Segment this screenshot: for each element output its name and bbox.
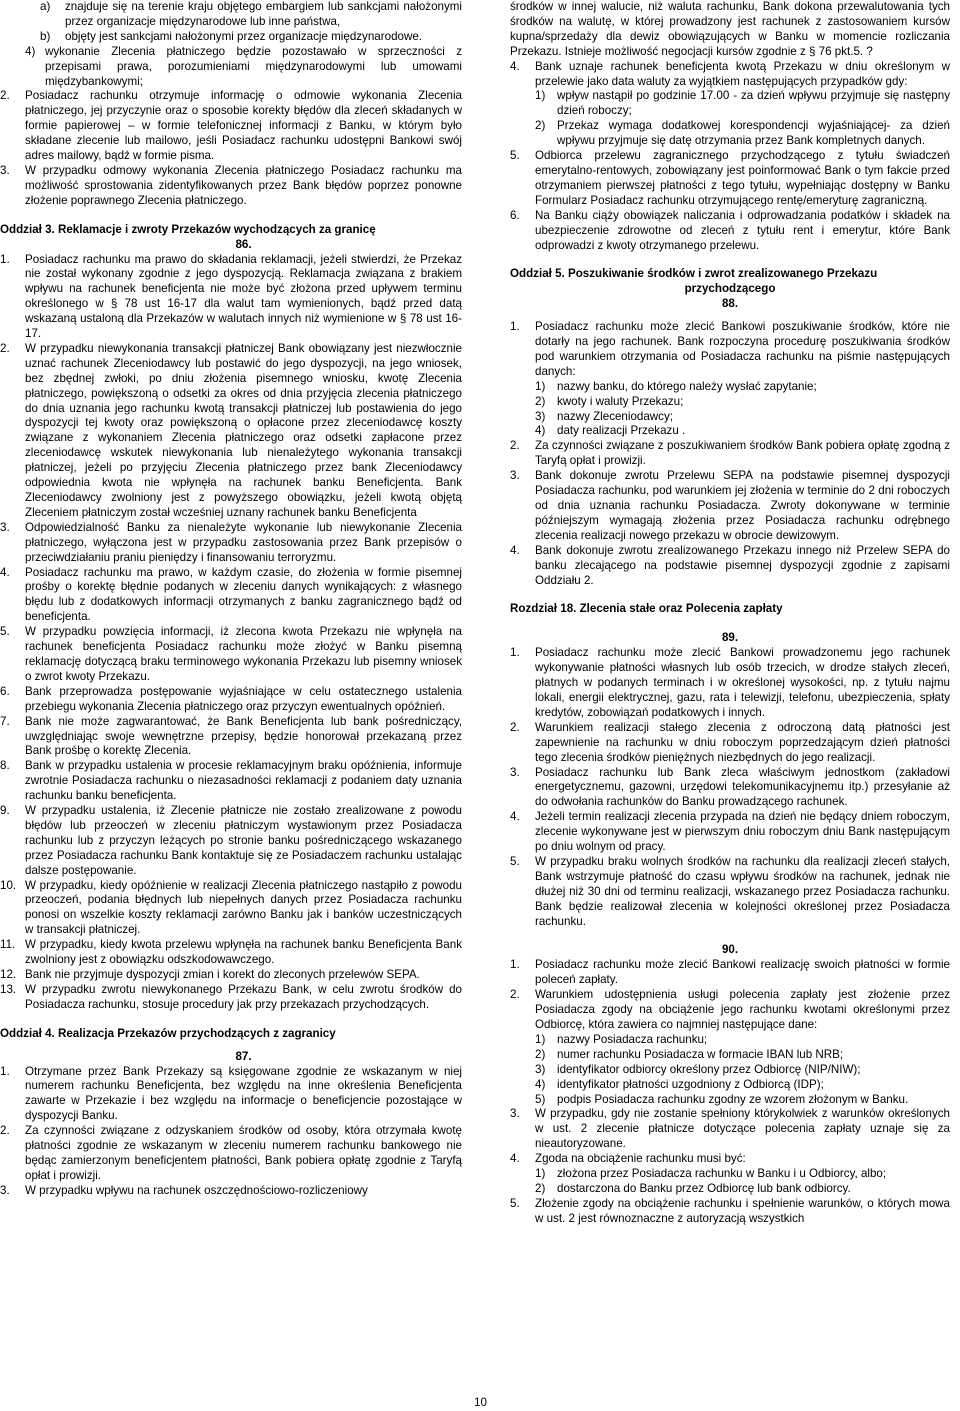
list-item: [0, 342, 462, 521]
spacer: [510, 312, 950, 320]
item-text: Posiadacz rachunku może zlecić Bankowi poszukiwanie środków, które nie dotarły na jego rachunek. Bank rozpoczyna procedurę poszukiwania środków pod warunkiem otrzymania od Posiadacza rachunku na piśmie następujących danych:: [535, 320, 950, 378]
item-number: 4.: [510, 59, 520, 73]
item-number: 2): [535, 1047, 546, 1061]
spacer: [510, 253, 950, 267]
s90-2-sublist: [535, 1033, 950, 1108]
item-number: 5.: [510, 149, 520, 163]
list-item: [510, 469, 950, 544]
page-number: 10: [474, 1396, 487, 1409]
item-text: daty realizacji Przekazu .: [557, 424, 686, 438]
item-text: W przypadku niewykonania transakcji płatniczej Bank obowiązany jest niezwłocznie uznać rachunek Zleceniodawcy lub postawić do jego dyspozycji, na jego wniosek, bez zbędnej zwłoki, po dniu złożenia pisemnego wniosku, kwotę Zlecenia płatniczego, powiększoną o odsetki za okres od dnia przyjęcia zlecenia płatniczego do dnia uznania jego rachunku kwotą transakcji płatniczej lub postawienia do jego dyspozycji tej kwoty oraz powiększoną o opłacone przez zleceniodawcę koszty związane z wykonaniem Zlecenia płatniczego oraz odsetki zapłacone przez zleceniodawcę wskutek niewykonania lub nienależytego wykonania transakcji płatniczej, jeżeli po przyjęciu Zlecenia płatniczego przez bank Zleceniodawcy odpowiednia kwota nie wpłynęła na rachunek banku Beneficjenta. Bank Zleceniodawcy zwolniony jest z powyższego obowiązku, jeżeli kwotą objętą Zleceniem płatniczym został wcześniej uznany rachunek banku Beneficjenta: [25, 341, 462, 519]
list-item: [0, 521, 462, 566]
list-item: [0, 715, 462, 760]
item-number: 4.: [510, 810, 520, 824]
item-text: Odpowiedzialność Banku za nienależyte wykonanie lub niewykonanie Zlecenia płatniczego, wyłączona jest w przypadku zastosowania przez Bank przepisów o przeciwdziałaniu praniu pieniędzy i finansowaniu terroryzmu.: [25, 520, 462, 564]
item-text: Na Banku ciąży obowiązek naliczania i odprowadzania podatków i składek na ubezpieczenie zdrowotne od zleceń z tytułu rent i emerytur, które Bank odprowadzi z kwoty otrzymanego przelewu.: [535, 208, 950, 252]
paragraph-number: 87.: [235, 1049, 252, 1063]
item-text: Bank nie może zagwarantować, że Bank Beneficjenta lub bank pośredniczący, uwzględniając swoje wewnętrzne przepisy, będzie honorował przekazaną przez Bank prośbę o korektę Zlecenia.: [25, 714, 462, 758]
item-number: 12.: [0, 968, 17, 981]
item-number: 5.: [510, 1196, 520, 1210]
list-item: [510, 209, 950, 254]
item-text: W przypadku ustalenia, iż Zlecenie płatnicze nie zostało zrealizowane z powodu błędów lub przeoczeń w zleceniu płatniczym wystawionym przez Posiadacza rachunku lub z przyczyn leżących po stronie banku pośredniczącego wskazanego przez Posiadacza rachunku Bank kontaktuje się ze Posiadaczem rachunku ustalając dalsze postępowanie.: [25, 804, 462, 877]
item-number: 1.: [510, 646, 520, 660]
list-item: [510, 1197, 950, 1227]
item-number: 1.: [510, 958, 520, 972]
item-number: 4): [535, 1077, 546, 1091]
item-text: Posiadacz rachunku ma prawo, w każdym czasie, do złożenia w formie pisemnej prośby o korektę błędnie podanych w zleceniu danych wynikających: z własnego błędu lub z dodatkowych informacji otrzymanych z banku zagranicznego bądź od beneficjenta.: [25, 565, 462, 624]
item-text: Zgoda na obciążenie rachunku musi być:: [535, 1152, 746, 1166]
item-number: 4.: [510, 1152, 520, 1166]
section-heading: Oddział 5. Poszukiwanie środków i zwrot zrealizowanego Przekazu: [510, 267, 878, 281]
item-number: 3.: [0, 163, 10, 177]
item-text: dostarczona do Banku przez Odbiorcę lub bank odbiorcy.: [557, 1181, 851, 1195]
section-heading: Oddział 3. Reklamacje i zwroty Przekazów wychodzących za granicę: [0, 222, 376, 236]
item-text: Bank dokonuje zwrotu zrealizowanego Przekazu innego niż Przelew SEPA do banku zlecającego na podstawie pisemnej dyspozycji zgodnie z zapisami Oddziału 2.: [535, 543, 950, 587]
item-text: Posiadacz rachunku lub Bank zleca właściwym jednostkom (zakładowi energetycznemu, gazowni, urzędowi telekomunikacyjnemu itp.) przesyłanie aż do odwołania rachunków do Banku prowadzącego rachunek.: [535, 765, 950, 809]
item-number: 2.: [510, 439, 520, 453]
item-text: identyfikator odbiorcy określony przez Odbiorcę (NIP/NIW);: [557, 1062, 861, 1076]
list-item: [0, 685, 462, 715]
list-item: [535, 1063, 950, 1078]
item-text: wykonanie Zlecenia płatniczego będzie pozostawało w sprzeczności z przepisami prawa, porozumieniami międzynarodowymi lub umowami międzybankowymi;: [45, 44, 462, 88]
item-text: Przekaz wymaga dodatkowej korespondencji wyjaśniającej- za dzień wpływu przyjmuje się datę otrzymania przez Bank kompletnych danych.: [557, 119, 950, 148]
item-text: W przypadku braku wolnych środków na rachunku dla realizacji zleceń stałych, Bank wstrzymuje płatność do czasu wpływu środków na rachunek, jednak nie dłużej niż 30 dni od terminu realizacji, wskazanego przez Posiadacza rachunku. Bank będzie realizował zlecenia w kolejności określonej przez Posiadacza rachunku.: [535, 854, 950, 928]
item-text: znajduje się na terenie kraju objętego embargiem lub sankcjami nałożonymi przez organizacje międzynarodowe lub inne państwa,: [65, 0, 462, 28]
item-text: W przypadku powzięcia informacji, iż zlecona kwota Przekazu nie wpłynęła na rachunek beneficjenta Posiadacz rachunku może złożyć w Banku pisemną reklamację dotyczącą braku terminowego wykonania Przekazu lub pisemny wniosek o zwrot kwoty Przekazu.: [25, 625, 462, 683]
item-text: złożona przez Posiadacza rachunku w Banku i u Odbiorcy, albo;: [557, 1167, 887, 1181]
list-item: [510, 544, 950, 589]
section-4-list: [0, 1065, 462, 1199]
item-number: 6.: [0, 684, 10, 698]
spacer: [510, 588, 950, 602]
item-number: 2): [535, 1181, 546, 1195]
item-text: identyfikator płatności uzgodniony z Odbiorcą (IDP);: [557, 1077, 824, 1091]
list-item: [535, 89, 950, 119]
item-text: Posiadacz rachunku może zlecić Bankowi realizację swoich płatności w formie poleceń zapłaty.: [535, 958, 950, 987]
list-item: [0, 1184, 462, 1199]
sub-item-a: [40, 0, 462, 30]
sub-item-4: [25, 45, 462, 90]
list-item: [510, 646, 950, 721]
section-3-list: [0, 253, 462, 1013]
item-number: 2): [535, 394, 546, 408]
item-text: W przypadku, kiedy opóźnienie w realizacji Zlecenia płatniczego nastąpiło z powodu przeoczeń, podania błędnych lub niepełnych danych przez Posiadacza rachunku ponosi on wszelkie koszty reklamacji zarówno Banku jak i banków uczestniczących w transakcji płatniczej.: [25, 878, 462, 937]
item-number: 3.: [510, 1107, 520, 1121]
item-number: a): [40, 0, 51, 13]
item-number: 1): [535, 1167, 546, 1181]
list-item: [535, 1048, 950, 1063]
item-number: b): [40, 29, 51, 43]
spacer: [25, 209, 462, 223]
section-heading: Oddział 4. Realizacja Przekazów przychodzących z zagranicy: [0, 1026, 336, 1040]
item-text: nazwy Zleceniodawcy;: [557, 409, 673, 423]
item-number: 2.: [510, 720, 520, 734]
item-text: Bank dokonuje zwrotu Przelewu SEPA na podstawie pisemnej dyspozycji Posiadacza rachunku, pod warunkiem jej złożenia w terminie do 2 dni roboczych od dnia uznania rachunku Posiadacza. Zwroty dokonywane w terminie późniejszym wymagają złożenia przez Posiadacza rachunku odrębnego zlecenia realizacji nowego przekazu w obrocie dewizowym.: [535, 469, 950, 542]
left-column: [0, 0, 462, 1199]
list-item: [0, 89, 462, 164]
item-number: 4.: [0, 565, 10, 579]
spacer: [510, 929, 950, 943]
list-item: [535, 1078, 950, 1093]
paragraph-number: 90.: [721, 943, 739, 957]
list-item: [0, 1065, 462, 1125]
item-number: 3.: [0, 1183, 10, 1197]
item-number: 13.: [0, 982, 17, 996]
paragraph-number: 89.: [721, 631, 739, 645]
item-text: Bank uznaje rachunek beneficjenta kwotą Przekazu w dniu określonym w przelewie jako data waluty za wyjątkiem następujących przypadków gdy:: [535, 59, 950, 88]
item-text: W przypadku, kiedy kwota przelewu wpłynęła na rachunek banku Beneficjenta Bank zwolniony jest z obowiązku odszkodowawczego.: [25, 938, 462, 967]
item-number: 2.: [510, 988, 520, 1002]
item-text: Warunkiem udostępnienia usługi polecenia zapłaty jest złożenie przez Posiadacza zgody na obciążenie jego rachunku kwotami określonymi przez Odbiorcę, która zawiera co najmniej następujące dane:: [535, 988, 950, 1031]
list-item: [0, 804, 462, 879]
item-number: 1): [535, 379, 546, 393]
item-number: 3.: [510, 765, 520, 779]
list-item: [510, 766, 950, 811]
s90-4-sublist: [535, 1167, 950, 1197]
item-text: Jeżeli termin realizacji zlecenia przypada na dzień nie będący dniem roboczym, zlecenie wykonywane jest w pierwszym dniu roboczym dniu Bank następującym po dniu wolnym od pracy.: [535, 810, 950, 854]
spacer: [25, 1042, 462, 1050]
item-number: 2.: [0, 341, 10, 355]
list-item: [510, 855, 950, 930]
item-text: W przypadku, gdy nie zostanie spełniony którykolwiek z warunków określonych w ust. 2 zlecenie płatnicze dotyczące polecenia zapłaty uznaje się za nieautoryzowane.: [535, 1107, 950, 1151]
item-text: W przypadku wpływu na rachunek oszczędnościowo-rozliczeniowy: [25, 1183, 368, 1197]
item-number: 2.: [0, 89, 10, 103]
item-number: 1.: [0, 252, 10, 266]
list-item: [40, 0, 462, 45]
item-number: 6.: [510, 208, 520, 222]
chapter-heading: Rozdział 18. Zlecenia stałe oraz Polecenia zapłaty: [510, 602, 783, 616]
list-item: [0, 983, 462, 1013]
item-text: podpis Posiadacza rachunku zgodny ze wzorem złożonym w Banku.: [557, 1092, 909, 1106]
list-item: [510, 988, 950, 1033]
list-item: [510, 1152, 950, 1167]
item-text: Bank w przypadku ustalenia w procesie reklamacyjnym braku opóźnienia, informuje zwrotnie Posiadacza rachunku o niezasadności reklamacji z podaniem daty uznania rachunku banku beneficjenta.: [25, 759, 462, 803]
item-text: Bank przeprowadza postępowanie wyjaśniające w celu ostatecznego ustalenia przebiegu wykonania Zlecenia płatniczego oraz przyczyn ewentualnych opóźnień.: [25, 684, 462, 713]
item-text: W przypadku zwrotu niewykonanego Przekazu Bank, w celu zwrotu środków do Posiadacza rachunku, stosuje procedury jak przy przekazach przychodzących.: [25, 982, 462, 1011]
item-number: 3.: [510, 469, 520, 483]
item-text: objęty jest sankcjami nałożonymi przez organizacje międzynarodowe.: [65, 29, 423, 43]
item-number: 1): [535, 89, 546, 103]
item-text: Posiadacz rachunku może zlecić Bankowi prowadzonemu jego rachunek wykonywanie płatności własnych lub osób trzecich, w drodze stałych zleceń, płatnych w podanych terminach i w określonej wysokości, np. z tytułu najmu lokali, energii elektrycznej, gazu, rata i telewizji, telefonu, ubezpieczenia, spłaty kredytów, zobowiązań podatkowych i innych.: [535, 646, 950, 719]
item-text: Za czynności związane z poszukiwaniem środków Bank pobiera opłatę zgodną z Taryfą opłat i prowizji.: [535, 439, 950, 468]
item-number: 5.: [0, 625, 10, 639]
item-text: kwoty i waluty Przekazu;: [557, 394, 684, 408]
list-item: [0, 759, 462, 804]
spacer: [25, 1013, 462, 1027]
item-text: W przypadku odmowy wykonania Zlecenia płatniczego Posiadacz rachunku ma możliwość sprostowania zidentyfikowanych przez Bank błędów poprzez ponowne złożenie poprawnego Zlecenia płatniczego.: [25, 163, 462, 207]
item-text: Posiadacz rachunku ma prawo do składania reklamacji, jeżeli stwierdzi, że Przekaz nie został wykonany zgodnie z jego dyspozycją. Reklamacja związana z brakiem wpływu na rachunek beneficjenta nie może być złożona przed upływem terminu określonego w § 78 ust 16-17 dla walut tam wymienionych, bądź przed datą wskazaną ustaloną dla Przekazów w walutach innych niż wymienione w § 78 ust 16-17.: [25, 252, 462, 341]
item-number: 1.: [510, 320, 520, 334]
spacer: [510, 617, 950, 631]
item-number: 7.: [0, 714, 10, 728]
list-item: [0, 253, 462, 342]
list-item: [535, 395, 950, 410]
paragraph-number: 88.: [721, 297, 739, 311]
item-number: 3.: [0, 520, 10, 534]
item-text: nazwy Posiadacza rachunku;: [557, 1032, 708, 1046]
item-number: 5): [535, 1092, 546, 1106]
list-item: [0, 938, 462, 968]
list-item: [510, 60, 950, 90]
list-item: [535, 1093, 950, 1108]
item-number: 4): [25, 44, 36, 58]
list-item: [510, 721, 950, 766]
section-heading-cont: przychodzącego: [684, 282, 776, 296]
p4-sublist: [535, 89, 950, 149]
list-item: [0, 164, 462, 209]
right-column: [510, 0, 950, 1227]
s89-list: [510, 646, 950, 929]
item-text: Otrzymane przez Bank Przekazy są księgowane zgodnie ze wskazanym w niej numerem rachunku Beneficjenta, bez względu na inne określenia Beneficjenta zawarte w Przekazie i bez względu na informacje o beneficjencie pozostające w dyspozycji Banku.: [25, 1064, 462, 1123]
item-number: 10.: [0, 878, 17, 892]
list-item: [0, 1124, 462, 1184]
item-number: 4): [535, 424, 546, 438]
item-number: 5.: [510, 854, 520, 868]
list-item: [535, 424, 950, 439]
item-number: 1): [535, 1032, 546, 1046]
list-item: [0, 625, 462, 685]
list-item: [0, 566, 462, 626]
list-item: [535, 1182, 950, 1197]
item-text: Złożenie zgody na obciążenie rachunku i spełnienie warunków, o których mowa w ust. 2 jest równoznaczne z autoryzacją wszystkich: [535, 1196, 950, 1225]
list-item: [510, 149, 950, 209]
list-item: [535, 1167, 950, 1182]
item-number: 1.: [0, 1064, 10, 1078]
list-item: [510, 958, 950, 988]
item-number: 9.: [0, 804, 10, 818]
list-item: [535, 410, 950, 425]
list-item: [535, 380, 950, 395]
continued-text: środków w innej walucie, niż waluta rachunku, Bank dokona przewalutowania tych środków na walutę, w której prowadzony jest rachunek z zastosowaniem kursów kupna/sprzedaży dla dewiz obowiązujących w Banku w momencie rozliczania Przekazu. Istnieje możliwość negocjacji kursów zgodnie z § 76 pkt.5. ?: [510, 0, 950, 58]
sub-item-b: [40, 30, 462, 45]
item-number: 3): [535, 1062, 546, 1076]
item-text: Odbiorca przelewu zagranicznego przychodzącego z tytułu świadczeń emerytalno-rentowych, zobowiązany jest poinformować Bank o tym fakcie przed otrzymaniem pierwszej płatności z tego tytułu, wypełniając dostępny w Banku Formularz Posiadacz rachunku otrzymującego rentę/emeryturę zagraniczną.: [535, 149, 950, 207]
item-text: Za czynności związane z odzyskaniem środków od osoby, która otrzymała kwotę płatności zgodnie ze wskazanym w zleceniu numerem rachunku bankowego nie będąc zamierzonym beneficjentem płatności, Bank pobiera opłatę zgodnie z Taryfą opłat i prowizji.: [25, 1124, 462, 1182]
item-text: numer rachunku Posiadacza w formacie IBAN lub NRB;: [557, 1047, 844, 1061]
item-number: 2.: [0, 1124, 10, 1138]
s88-list: [510, 439, 950, 588]
item-text: Warunkiem realizacji stałego zlecenia z odroczoną datą płatności jest zapewnienie na rachunku w dniu roboczym poprzedzającym dzień płatności tego zlecenia środków pieniężnych niezbędnych do jego realizacji.: [535, 720, 950, 764]
list-item: [0, 879, 462, 939]
item-number: 4.: [510, 543, 520, 557]
list-item: [535, 1033, 950, 1048]
item-number: 2): [535, 119, 546, 133]
list-item: [510, 320, 950, 380]
item-text: wpływ nastąpił po godzinie 17.00 - za dzień wpływu przyjmuje się następny dzień roboczy;: [557, 89, 950, 118]
item-number: 8.: [0, 759, 10, 773]
s88-sublist: [535, 380, 950, 440]
item-text: Bank nie przyjmuje dyspozycji zmian i korekt do zleconych przelewów SEPA.: [25, 968, 420, 981]
paragraph-number: 86.: [235, 237, 252, 251]
item-text: Posiadacz rachunku otrzymuje informację o odmowie wykonania Zlecenia płatniczego, jej przyczynie oraz o sposobie korekty błędów dla zleceń składanych w formie papierowej – w formie telefonicznej informacji z Banku, w którym było składane zlecenie lub mailowo, jeśli Posiadacz rachunku udostępni Bankowi swój adres mailowy, bądź w formie pisma.: [25, 89, 462, 163]
item-number: 11.: [0, 938, 16, 952]
item-text: nazwy banku, do którego należy wysłać zapytanie;: [557, 379, 817, 393]
list-item: [510, 439, 950, 469]
list-item: [510, 1107, 950, 1152]
list-item: [535, 119, 950, 149]
list-item: [0, 968, 462, 983]
list-item: [510, 810, 950, 855]
item-number: 3): [535, 409, 546, 423]
